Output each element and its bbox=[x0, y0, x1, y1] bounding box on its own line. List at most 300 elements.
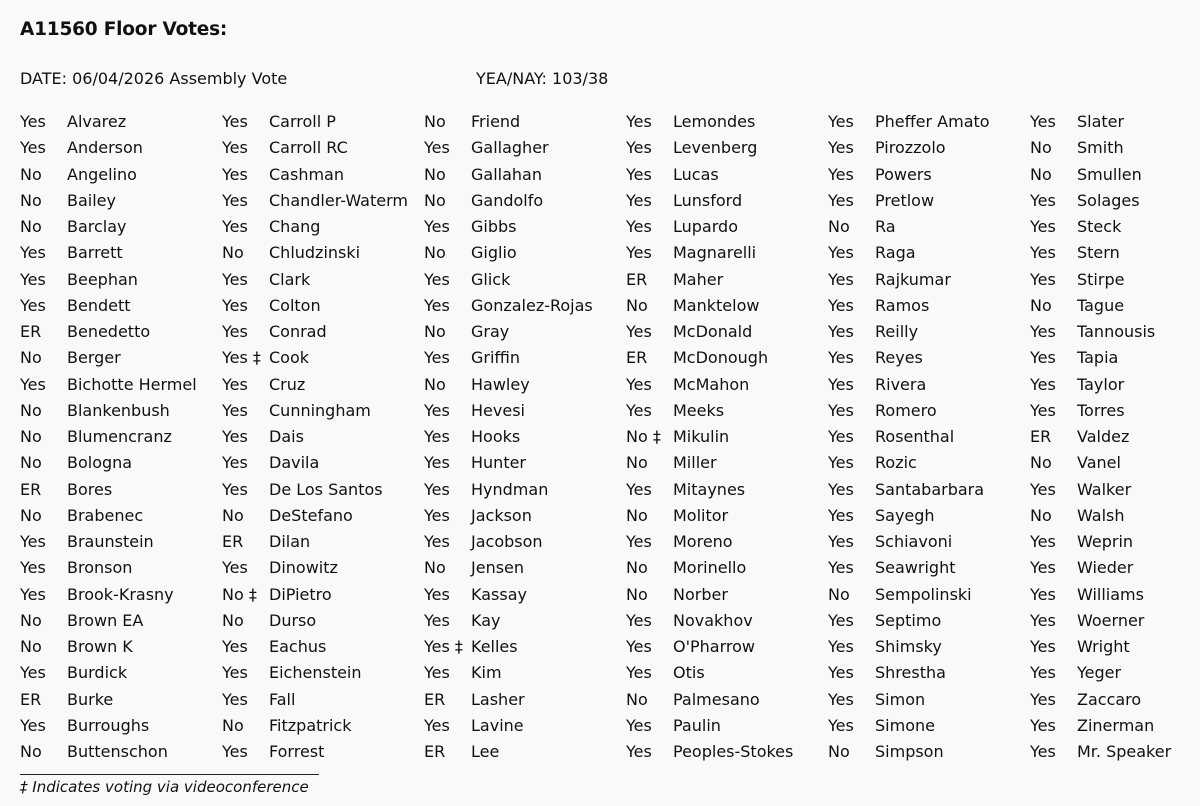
member-name: Dinowitz bbox=[269, 558, 338, 578]
vote-value: Yes bbox=[1030, 532, 1056, 551]
vote-row bbox=[424, 503, 626, 529]
vote-row bbox=[20, 503, 222, 529]
vote-value: Yes bbox=[20, 715, 46, 735]
vote-value: No bbox=[626, 558, 648, 578]
member-name: Lupardo bbox=[673, 217, 738, 236]
vote-value: Yes bbox=[828, 427, 854, 446]
member-name: Reyes bbox=[875, 348, 923, 368]
vote-value: ER bbox=[626, 269, 648, 289]
vote-row bbox=[222, 582, 424, 608]
vote-row bbox=[828, 713, 1030, 739]
member-name: Taylor bbox=[1077, 374, 1125, 394]
vote-value: Yes bbox=[1030, 689, 1056, 709]
vote-row bbox=[222, 162, 424, 188]
vote-value: No bbox=[20, 637, 42, 656]
member-name: Mr. Speaker bbox=[1077, 742, 1172, 761]
member-name: Hawley bbox=[471, 374, 530, 394]
member-name: De Los Santos bbox=[269, 479, 383, 499]
vote-value: ER bbox=[626, 348, 648, 368]
vote-value: Yes bbox=[424, 138, 450, 158]
vote-value: Yes bbox=[828, 637, 854, 656]
vote-row bbox=[222, 713, 424, 739]
vote-row bbox=[626, 503, 828, 529]
vote-row bbox=[828, 477, 1030, 503]
vote-column bbox=[626, 109, 828, 765]
vote-row bbox=[424, 293, 626, 319]
vote-row bbox=[222, 739, 424, 765]
vote-value: Yes bbox=[20, 532, 46, 551]
vote-value: No bbox=[626, 295, 648, 315]
vote-value: ER bbox=[20, 322, 42, 341]
vote-value: No bbox=[424, 164, 446, 184]
member-name: Pretlow bbox=[875, 190, 935, 210]
member-name: Moreno bbox=[673, 532, 733, 551]
vote-value: Yes ‡ bbox=[424, 637, 463, 656]
vote-value: Yes bbox=[424, 269, 450, 289]
vote-value: Yes bbox=[20, 558, 46, 578]
vote-row bbox=[222, 450, 424, 476]
member-name: Mikulin bbox=[673, 427, 730, 446]
vote-value: Yes bbox=[828, 453, 854, 473]
vote-value: Yes bbox=[222, 427, 248, 446]
vote-value: Yes bbox=[1030, 243, 1056, 263]
vote-row bbox=[626, 162, 828, 188]
vote-row bbox=[828, 240, 1030, 266]
vote-row bbox=[424, 450, 626, 476]
vote-row bbox=[1030, 162, 1200, 188]
vote-row bbox=[222, 188, 424, 214]
vote-value: Yes bbox=[828, 190, 854, 210]
vote-row bbox=[626, 267, 828, 293]
vote-row bbox=[1030, 660, 1200, 686]
member-name: Gandolfo bbox=[471, 190, 544, 210]
vote-row bbox=[828, 739, 1030, 765]
vote-value: Yes bbox=[626, 742, 652, 761]
vote-row bbox=[424, 267, 626, 293]
member-name: Palmesano bbox=[673, 689, 760, 709]
member-name: Bronson bbox=[67, 558, 133, 578]
vote-row bbox=[1030, 240, 1200, 266]
vote-value: Yes bbox=[828, 505, 854, 525]
vote-value: No bbox=[1030, 453, 1052, 473]
vote-row bbox=[626, 555, 828, 581]
member-name: Powers bbox=[875, 164, 932, 184]
vote-row bbox=[20, 713, 222, 739]
vote-row bbox=[20, 687, 222, 713]
member-name: Bichotte Hermel bbox=[67, 374, 197, 394]
member-name: Morinello bbox=[673, 558, 747, 578]
member-name: Cashman bbox=[269, 164, 344, 184]
member-name: Angelino bbox=[67, 164, 137, 184]
vote-value: Yes bbox=[626, 610, 652, 630]
member-name: Lucas bbox=[673, 164, 719, 184]
vote-value: No bbox=[626, 584, 648, 604]
vote-value: Yes bbox=[424, 532, 450, 551]
member-name: Jensen bbox=[471, 558, 525, 578]
vote-row bbox=[20, 477, 222, 503]
member-name: Ramos bbox=[875, 295, 930, 315]
vote-value: No bbox=[424, 558, 446, 578]
vote-value: Yes ‡ bbox=[222, 348, 261, 368]
member-name: Burke bbox=[67, 689, 114, 709]
vote-value: Yes bbox=[424, 400, 450, 420]
vote-value: Yes bbox=[222, 479, 248, 499]
member-name: Eichenstein bbox=[269, 663, 362, 683]
vote-value: Yes bbox=[20, 295, 46, 315]
vote-row bbox=[626, 135, 828, 161]
member-name: Clark bbox=[269, 269, 311, 289]
vote-row bbox=[828, 529, 1030, 555]
member-name: Schiavoni bbox=[875, 532, 953, 551]
member-name: Shimsky bbox=[875, 637, 942, 656]
vote-value: Yes bbox=[626, 243, 652, 263]
vote-row bbox=[1030, 582, 1200, 608]
member-name: Gallahan bbox=[471, 164, 542, 184]
vote-row bbox=[424, 135, 626, 161]
vote-value: No bbox=[1030, 295, 1052, 315]
vote-value: Yes bbox=[828, 532, 854, 551]
vote-value: No bbox=[424, 322, 446, 341]
member-name: Chang bbox=[269, 217, 321, 236]
vote-row bbox=[1030, 188, 1200, 214]
vote-value: No bbox=[20, 453, 42, 473]
member-name: Carroll RC bbox=[269, 138, 348, 158]
vote-row bbox=[20, 135, 222, 161]
vote-row bbox=[626, 687, 828, 713]
vote-value: Yes bbox=[222, 374, 248, 394]
vote-value: Yes bbox=[20, 584, 46, 604]
vote-value: No bbox=[828, 742, 850, 761]
footnote-divider bbox=[20, 774, 319, 775]
vote-row bbox=[20, 529, 222, 555]
member-name: Magnarelli bbox=[673, 243, 757, 263]
vote-row bbox=[222, 660, 424, 686]
vote-row bbox=[626, 345, 828, 371]
vote-row bbox=[1030, 503, 1200, 529]
vote-value: No bbox=[20, 348, 42, 368]
vote-value: Yes bbox=[222, 217, 248, 236]
vote-row bbox=[424, 660, 626, 686]
member-name: Solages bbox=[1077, 190, 1140, 210]
vote-row bbox=[20, 267, 222, 293]
vote-row bbox=[626, 398, 828, 424]
vote-value: Yes bbox=[222, 400, 248, 420]
member-name: Barclay bbox=[67, 217, 127, 236]
member-name: Mitaynes bbox=[673, 479, 746, 499]
vote-value: No bbox=[20, 217, 42, 236]
vote-row bbox=[828, 424, 1030, 450]
vote-row bbox=[828, 162, 1030, 188]
vote-row bbox=[828, 372, 1030, 398]
vote-row bbox=[626, 529, 828, 555]
member-name: Blankenbush bbox=[67, 400, 170, 420]
vote-value: No bbox=[828, 584, 850, 604]
vote-row bbox=[424, 477, 626, 503]
vote-row bbox=[1030, 214, 1200, 240]
member-name: Walsh bbox=[1077, 505, 1125, 525]
member-name: McMahon bbox=[673, 374, 750, 394]
vote-row bbox=[828, 503, 1030, 529]
vote-row bbox=[626, 713, 828, 739]
member-name: Meeks bbox=[673, 400, 725, 420]
vote-row bbox=[20, 162, 222, 188]
vote-row bbox=[626, 424, 828, 450]
member-name: Jackson bbox=[471, 505, 532, 525]
member-name: Hooks bbox=[471, 427, 521, 446]
vote-value: No bbox=[222, 243, 244, 263]
vote-value: Yes bbox=[20, 243, 46, 263]
vote-value: No bbox=[20, 190, 42, 210]
vote-row bbox=[1030, 450, 1200, 476]
vote-value: Yes bbox=[424, 505, 450, 525]
member-name: Chandler-Waterm bbox=[269, 190, 408, 210]
vote-column bbox=[424, 109, 626, 765]
vote-value: Yes bbox=[1030, 558, 1056, 578]
member-name: Pheffer Amato bbox=[875, 112, 990, 131]
member-name: Bendett bbox=[67, 295, 131, 315]
member-name: Beephan bbox=[67, 269, 138, 289]
vote-value: No bbox=[222, 505, 244, 525]
vote-value: No bbox=[424, 374, 446, 394]
member-name: Miller bbox=[673, 453, 717, 473]
vote-value: Yes bbox=[828, 164, 854, 184]
vote-value: ER bbox=[222, 532, 244, 551]
vote-value: Yes bbox=[424, 584, 450, 604]
member-name: Tapia bbox=[1077, 348, 1119, 368]
member-name: Septimo bbox=[875, 610, 942, 630]
vote-row bbox=[828, 188, 1030, 214]
vote-value: Yes bbox=[222, 190, 248, 210]
vote-row bbox=[424, 424, 626, 450]
vote-row bbox=[424, 555, 626, 581]
member-name: Davila bbox=[269, 453, 320, 473]
vote-value: ER bbox=[424, 689, 446, 709]
vote-value: Yes bbox=[1030, 322, 1056, 341]
vote-row bbox=[828, 450, 1030, 476]
member-name: Colton bbox=[269, 295, 321, 315]
vote-row bbox=[626, 319, 828, 345]
vote-value: Yes bbox=[828, 479, 854, 499]
member-name: Griffin bbox=[471, 348, 521, 368]
vote-row bbox=[1030, 345, 1200, 371]
member-name: Santabarbara bbox=[875, 479, 985, 499]
vote-row bbox=[1030, 687, 1200, 713]
vote-value: Yes bbox=[424, 348, 450, 368]
vote-row bbox=[424, 240, 626, 266]
vote-value: Yes bbox=[20, 269, 46, 289]
vote-value: Yes bbox=[1030, 348, 1056, 368]
vote-value: Yes bbox=[424, 715, 450, 735]
vote-row bbox=[1030, 634, 1200, 660]
vote-value: No bbox=[20, 505, 42, 525]
member-name: Bores bbox=[67, 479, 113, 499]
member-name: Lasher bbox=[471, 689, 525, 709]
vote-row bbox=[626, 582, 828, 608]
vote-value: Yes bbox=[828, 112, 854, 131]
vote-row bbox=[828, 582, 1030, 608]
vote-row bbox=[828, 687, 1030, 713]
footnote: ‡ Indicates voting via videoconference bbox=[20, 778, 309, 796]
vote-tally: YEA/NAY: 103/38 bbox=[476, 69, 609, 88]
vote-column bbox=[222, 109, 424, 765]
vote-row bbox=[222, 240, 424, 266]
vote-row bbox=[1030, 109, 1200, 135]
member-name: Molitor bbox=[673, 505, 729, 525]
vote-row bbox=[424, 582, 626, 608]
vote-value: No bbox=[20, 610, 42, 630]
member-name: Smullen bbox=[1077, 164, 1142, 184]
member-name: Woerner bbox=[1077, 610, 1145, 630]
member-name: Dais bbox=[269, 427, 304, 446]
member-name: Rajkumar bbox=[875, 269, 951, 289]
vote-value: Yes bbox=[626, 374, 652, 394]
member-name: Lavine bbox=[471, 715, 524, 735]
vote-row bbox=[1030, 135, 1200, 161]
member-name: Brown EA bbox=[67, 610, 144, 630]
vote-value: Yes bbox=[424, 663, 450, 683]
vote-value: Yes bbox=[1030, 112, 1056, 131]
vote-value: Yes bbox=[222, 112, 248, 131]
member-name: Jacobson bbox=[471, 532, 543, 551]
vote-row bbox=[222, 372, 424, 398]
page-title: A11560 Floor Votes: bbox=[20, 19, 228, 40]
vote-value: Yes bbox=[626, 322, 652, 341]
vote-row bbox=[828, 608, 1030, 634]
vote-value: Yes bbox=[222, 742, 248, 761]
member-name: Carroll P bbox=[269, 112, 336, 131]
member-name: Stern bbox=[1077, 243, 1120, 263]
vote-value: Yes bbox=[20, 663, 46, 683]
member-name: Reilly bbox=[875, 322, 919, 341]
vote-row bbox=[424, 188, 626, 214]
vote-row bbox=[222, 345, 424, 371]
vote-row bbox=[222, 529, 424, 555]
vote-value: Yes bbox=[222, 164, 248, 184]
vote-row bbox=[626, 240, 828, 266]
member-name: Lunsford bbox=[673, 190, 743, 210]
vote-row bbox=[222, 267, 424, 293]
vote-row bbox=[626, 608, 828, 634]
member-name: Kim bbox=[471, 663, 502, 683]
vote-row bbox=[1030, 739, 1200, 765]
vote-row bbox=[20, 188, 222, 214]
member-name: Cook bbox=[269, 348, 310, 368]
vote-row bbox=[424, 634, 626, 660]
member-name: Otis bbox=[673, 663, 705, 683]
vote-row bbox=[626, 372, 828, 398]
member-name: O'Pharrow bbox=[673, 637, 755, 656]
member-name: Durso bbox=[269, 610, 317, 630]
vote-row bbox=[20, 398, 222, 424]
vote-row bbox=[1030, 293, 1200, 319]
vote-value: No bbox=[626, 689, 648, 709]
member-name: Bologna bbox=[67, 453, 133, 473]
vote-row bbox=[424, 214, 626, 240]
vote-row bbox=[20, 582, 222, 608]
vote-row bbox=[424, 608, 626, 634]
vote-value: Yes bbox=[828, 663, 854, 683]
member-name: Gallagher bbox=[471, 138, 549, 158]
vote-row bbox=[1030, 319, 1200, 345]
vote-value: No bbox=[424, 243, 446, 263]
vote-row bbox=[20, 424, 222, 450]
member-name: Benedetto bbox=[67, 322, 151, 341]
vote-row bbox=[1030, 424, 1200, 450]
vote-row bbox=[1030, 372, 1200, 398]
member-name: Raga bbox=[875, 243, 916, 263]
member-name: Fitzpatrick bbox=[269, 715, 352, 735]
member-name: Manktelow bbox=[673, 295, 760, 315]
vote-row bbox=[626, 109, 828, 135]
member-name: Braunstein bbox=[67, 532, 154, 551]
member-name: Levenberg bbox=[673, 138, 758, 158]
vote-value: Yes bbox=[424, 217, 450, 236]
vote-row bbox=[20, 660, 222, 686]
vote-row bbox=[1030, 267, 1200, 293]
vote-row bbox=[626, 477, 828, 503]
vote-row bbox=[828, 555, 1030, 581]
member-name: Williams bbox=[1077, 584, 1144, 604]
member-name: Sempolinski bbox=[875, 584, 972, 604]
vote-value: Yes bbox=[828, 138, 854, 158]
vote-column bbox=[1030, 109, 1200, 765]
vote-row bbox=[222, 608, 424, 634]
vote-value: Yes bbox=[1030, 663, 1056, 683]
vote-row bbox=[222, 293, 424, 319]
vote-row bbox=[20, 555, 222, 581]
vote-value: ER bbox=[20, 479, 42, 499]
vote-row bbox=[424, 398, 626, 424]
vote-value: Yes bbox=[828, 689, 854, 709]
vote-row bbox=[828, 319, 1030, 345]
member-name: Rosenthal bbox=[875, 427, 955, 446]
vote-row bbox=[222, 398, 424, 424]
vote-row bbox=[424, 372, 626, 398]
vote-row bbox=[424, 319, 626, 345]
vote-row bbox=[1030, 529, 1200, 555]
vote-value: Yes bbox=[626, 112, 652, 131]
vote-value: No bbox=[222, 715, 244, 735]
vote-row bbox=[20, 345, 222, 371]
member-name: Hevesi bbox=[471, 400, 525, 420]
member-name: Sayegh bbox=[875, 505, 935, 525]
vote-value: No bbox=[424, 190, 446, 210]
member-name: Bailey bbox=[67, 190, 116, 210]
vote-row bbox=[424, 162, 626, 188]
vote-value: ER bbox=[424, 742, 446, 761]
member-name: Buttenschon bbox=[67, 742, 168, 761]
member-name: Berger bbox=[67, 348, 121, 368]
vote-value: No bbox=[1030, 505, 1052, 525]
member-name: Vanel bbox=[1077, 453, 1121, 473]
member-name: Anderson bbox=[67, 138, 143, 158]
member-name: Weprin bbox=[1077, 532, 1134, 551]
member-name: Shrestha bbox=[875, 663, 946, 683]
vote-value: Yes bbox=[1030, 190, 1056, 210]
vote-value: Yes bbox=[626, 217, 652, 236]
member-name: Brown K bbox=[67, 637, 133, 656]
member-name: McDonald bbox=[673, 322, 753, 341]
vote-value: Yes bbox=[626, 138, 652, 158]
vote-row bbox=[20, 634, 222, 660]
member-name: Zaccaro bbox=[1077, 689, 1142, 709]
member-name: Hyndman bbox=[471, 479, 549, 499]
vote-value: Yes bbox=[1030, 715, 1056, 735]
vote-row bbox=[626, 739, 828, 765]
member-name: Pirozzolo bbox=[875, 138, 946, 158]
vote-row bbox=[828, 398, 1030, 424]
vote-row bbox=[222, 319, 424, 345]
